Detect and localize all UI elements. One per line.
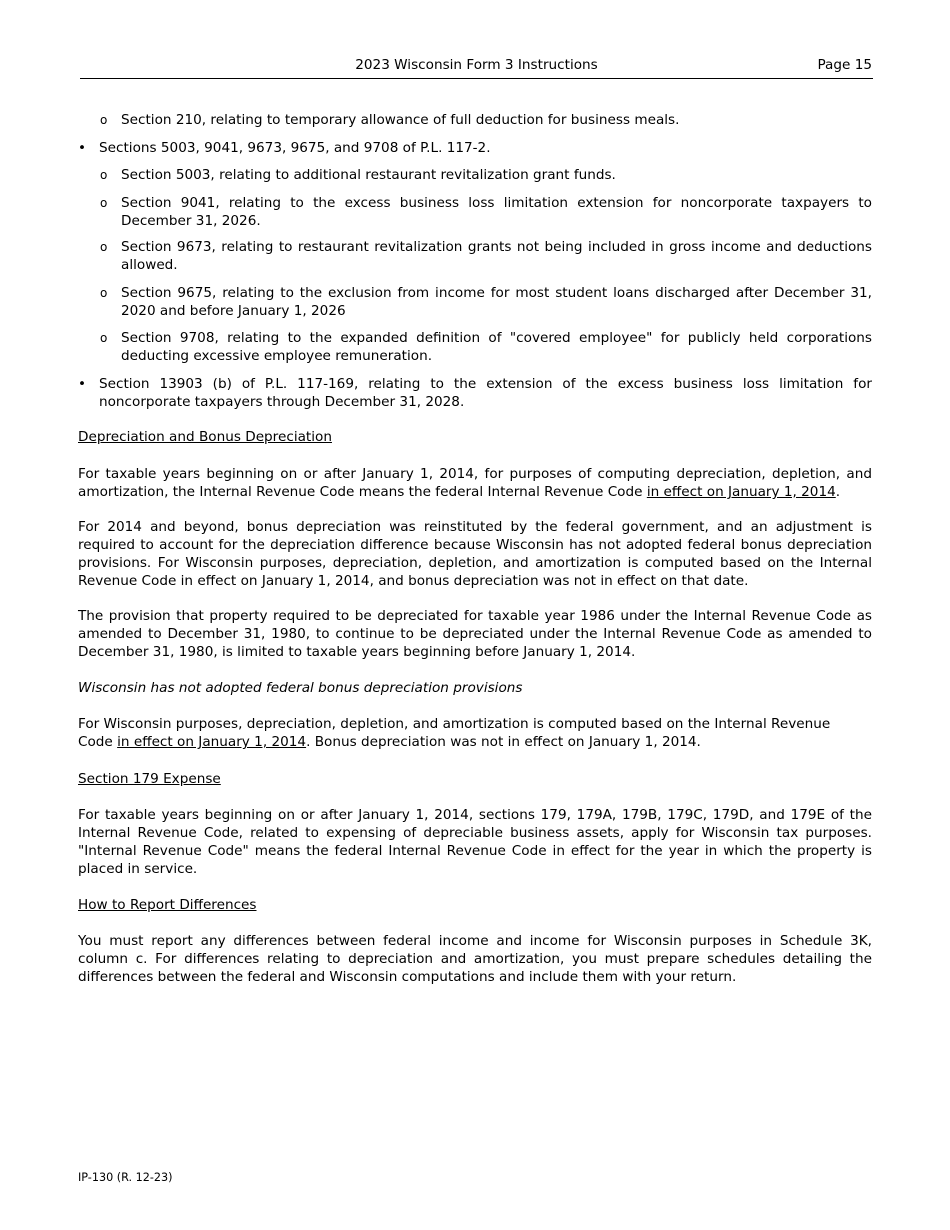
list-marker: o [100, 240, 108, 254]
list-item-text: Section 9041, relating to the excess business loss limitation extension for noncorporate taxpayers to December 31, 2026. [121, 195, 872, 229]
list-item [100, 329, 872, 365]
list-item [78, 139, 872, 157]
bullet-marker: • [78, 140, 87, 156]
list-marker: o [100, 196, 108, 210]
section-heading-depreciation: Depreciation and Bonus Depreciation [78, 429, 332, 445]
list-marker: o [100, 286, 108, 300]
italic-subheading: Wisconsin has not adopted federal bonus depreciation provisions [78, 680, 523, 696]
section-heading-report: How to Report Differences [78, 897, 257, 913]
list-item [100, 111, 872, 129]
paragraph: For taxable years beginning on or after January 1, 2014, sections 179, 179A, 179B, 179C, 179D, and 179E of the Internal Revenue Code, related to expensing of depreciable business assets, apply for Wisconsin tax purposes. "Internal Revenue Code" means the federal Internal Revenue Code in effect for the year in which the property is placed in service. [78, 807, 872, 877]
list-item [78, 375, 872, 411]
page-number: Page 15 [817, 57, 872, 73]
paragraph-text: For taxable years beginning on or after January 1, 2014, for purposes of computing depreciation, depletion, and amortization, the Internal Revenue Code means the federal Internal Revenue Code [78, 466, 872, 500]
paragraph: You must report any differences between federal income and income for Wisconsin purposes in Schedule 3K, column c. For differences relating to depreciation and amortization, you must prepare schedules detailing the differences between the federal and Wisconsin computations and include them with your return. [78, 933, 872, 985]
underlined-phrase: in effect on January 1, 2014 [646, 484, 836, 500]
header-title: 2023 Wisconsin Form 3 Instructions [355, 57, 598, 73]
list-item-text: Sections 5003, 9041, 9673, 9675, and 9708 of P.L. 117-2. [99, 140, 491, 156]
list-item-text: Section 5003, relating to additional restaurant revitalization grant funds. [121, 167, 616, 183]
underlined-phrase: in effect on January 1, 2014 [117, 734, 307, 750]
paragraph [78, 465, 872, 501]
paragraph-text: . [835, 484, 841, 500]
list-item-text: Section 9708, relating to the expanded definition of "covered employee" for publicly held corporations deducting excessive employee remuneration. [121, 330, 872, 364]
paragraph: For 2014 and beyond, bonus depreciation was reinstituted by the federal government, and an adjustment is required to account for the depreciation difference because Wisconsin has not adopted federal bonus depreciation provisions. For Wisconsin purposes, depreciation, depletion, and amortization is computed based on the Internal Revenue Code in effect on January 1, 2014, and bonus depreciation was not in effect on that date. [78, 519, 872, 589]
paragraph-line [78, 733, 872, 751]
page-header [80, 56, 873, 79]
list-item-text: Section 210, relating to temporary allowance of full deduction for business meals. [121, 112, 680, 128]
list-item-text: Section 13903 (b) of P.L. 117-169, relating to the extension of the excess business loss limitation for noncorporate taxpayers through December 31, 2028. [99, 376, 872, 410]
section-heading-179: Section 179 Expense [78, 771, 221, 787]
list-marker: o [100, 168, 108, 182]
list-item [100, 284, 872, 320]
form-code-footer: IP-130 (R. 12-23) [78, 1171, 173, 1184]
paragraph: The provision that property required to be depreciated for taxable year 1986 under the Internal Revenue Code as amended to December 31, 1980, to continue to be depreciated under the Internal Revenue Code as amended to December 31, 1980, is limited to taxable years beginning before January 1, 2014. [78, 608, 872, 660]
list-item [100, 166, 872, 184]
list-item [100, 238, 872, 274]
bullet-marker: • [78, 376, 87, 392]
list-item-text: Section 9675, relating to the exclusion from income for most student loans discharged after December 31, 2020 and before January 1, 2026 [121, 285, 872, 319]
list-item-text: Section 9673, relating to restaurant revitalization grants not being included in gross income and deductions allowed. [121, 239, 872, 273]
paragraph-text: Code [78, 734, 118, 750]
list-item [100, 194, 872, 230]
paragraph [78, 715, 872, 751]
list-marker: o [100, 331, 108, 345]
paragraph-text: . Bonus depreciation was not in effect on January 1, 2014. [306, 734, 701, 750]
list-marker: o [100, 113, 108, 127]
paragraph-line: For Wisconsin purposes, depreciation, depletion, and amortization is computed based on the Internal Revenue [78, 716, 831, 732]
